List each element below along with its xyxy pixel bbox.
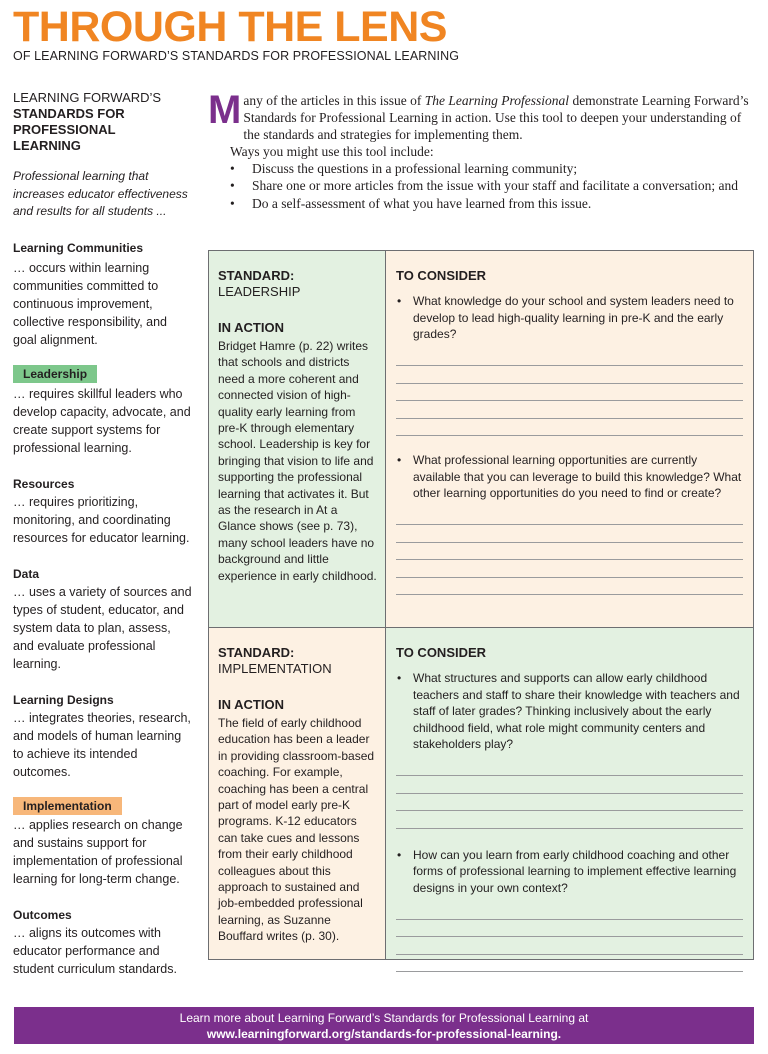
standard-description: … aligns its outcomes with educator performance and student curriculum standards. [13, 925, 177, 976]
standard-title: Outcomes [13, 907, 72, 922]
drop-cap: M [208, 88, 242, 132]
standard-description: … applies research on change and sustains support for implementation of professional learning for long-term change. [13, 817, 183, 886]
in-action-label: IN ACTION [218, 320, 284, 335]
standard-description: … integrates theories, research, and models of human learning to achieve its intended outcomes. [13, 710, 191, 779]
list-item: • Do a self-assessment of what you have learned from this issue. [230, 195, 753, 212]
standard-outcomes [13, 906, 193, 978]
answer-lines[interactable] [396, 759, 743, 829]
sidebar-heading-line1: LEARNING FORWARD’S [13, 90, 162, 105]
standard-leadership [13, 365, 193, 457]
answer-line[interactable] [396, 560, 743, 578]
list-item: • Discuss the questions in a professional learning community; [230, 160, 753, 177]
standard-description: … uses a variety of sources and types of student, educator, and system data to plan, assess, and evaluate professional learning. [13, 584, 192, 671]
standard-resources [13, 475, 193, 547]
standard-learning-communities [13, 239, 193, 349]
intro-section [208, 88, 753, 212]
standard-name: IMPLEMENTATION [218, 661, 332, 676]
intro-text-before: any of the articles in this issue of [243, 93, 425, 108]
usage-list [230, 160, 753, 212]
answer-line[interactable] [396, 384, 743, 402]
intro-text-after: demonstrate Learning Forward’s Standards for Professional Learning in action. Use this tool to deepen your understanding of the standards and strategies for implementing them. [243, 93, 749, 142]
in-action-label: IN ACTION [218, 697, 284, 712]
standard-title: Learning Communities [13, 240, 144, 255]
standard-name: LEADERSHIP [218, 284, 301, 299]
in-action-text: Bridget Hamre (p. 22) writes that schools and districts need a more coherent and connected vision of high-quality early learning from pre-K through elementary school. Leadership is key for bringing that vision to life and supporting the professional learning that activates it. But as the research in At a Glance shows (see p. 73), many school leaders have no background and little experience in early childhood. [218, 339, 377, 583]
footer-banner [14, 1007, 754, 1044]
in-action-text: The field of early childhood education has been a leader in providing classroom-based coaching. For example, coaching has been a central part of model early pre-K programs. K-12 educators can take cues and lessons from their early childhood colleagues about this approach to sustained and job-embedded professional learning, as Suzanne Bouffard writes (p. 30). [218, 716, 375, 944]
answer-line[interactable] [396, 811, 743, 829]
list-item: • Share one or more articles from the issue with your staff and facilitate a conversation; and [230, 177, 753, 194]
footer-link[interactable]: www.learningforward.org/standards-for-professional-learning. [206, 1027, 562, 1041]
answer-line[interactable] [396, 349, 743, 367]
standard-title: Data [13, 566, 40, 581]
standard-description: … occurs within learning communities committed to continuous improvement, collective responsibility, and goal alignment. [13, 260, 168, 347]
question: • What structures and supports can allow early childhood teachers and staff to share their knowledge with teachers and staff of later grades? Thinking inclusively about the early childhood field, what role might community centers and stakeholders play? [396, 670, 743, 753]
leadership-standard-cell [209, 251, 386, 628]
page-title: THROUGH THE LENS [13, 3, 447, 51]
answer-line[interactable] [396, 508, 743, 526]
answer-line[interactable] [396, 776, 743, 794]
standard-label: STANDARD: [218, 645, 295, 660]
standard-title-highlight: Implementation [13, 797, 122, 815]
answer-line[interactable] [396, 366, 743, 384]
answer-line[interactable] [396, 419, 743, 437]
question: • How can you learn from early childhood coaching and other forms of professional learning to implement effective learning designs in your own context? [396, 847, 743, 897]
standard-title-highlight: Leadership [13, 365, 97, 383]
standard-learning-designs [13, 691, 193, 781]
intro-paragraph [208, 88, 753, 143]
standard-title: Resources [13, 476, 75, 491]
answer-lines[interactable] [396, 508, 743, 596]
standard-description: … requires skillful leaders who develop capacity, advocate, and create support systems for professional learning. [13, 386, 191, 455]
question: • What knowledge do your school and system leaders need to develop to lead high-quality learning in pre-K and the early grades? [396, 293, 743, 343]
ways-intro: Ways you might use this tool include: [230, 144, 434, 159]
implementation-consider-cell [386, 628, 753, 959]
footer-text: Learn more about Learning Forward’s Standards for Professional Learning at [179, 1011, 589, 1025]
question: • What professional learning opportunities are currently available that you can leverage to build this knowledge? What other learning opportunities do you need to find or create? [396, 452, 743, 502]
answer-line[interactable] [396, 920, 743, 938]
standard-label: STANDARD: [218, 268, 295, 283]
answer-line[interactable] [396, 759, 743, 777]
page-subtitle: OF LEARNING FORWARD’S STANDARDS FOR PROFESSIONAL LEARNING [13, 49, 460, 63]
answer-line[interactable] [396, 525, 743, 543]
standard-description: … requires prioritizing, monitoring, and coordinating resources for educator learning. [13, 494, 190, 545]
to-consider-label: TO CONSIDER [396, 645, 487, 660]
sidebar-tagline: Professional learning that increases educator effectiveness and results for all students ... [13, 169, 188, 218]
implementation-standard-cell [209, 628, 386, 959]
answer-lines[interactable] [396, 902, 743, 972]
standard-implementation [13, 797, 193, 888]
standards-sidebar [13, 90, 193, 978]
answer-line[interactable] [396, 578, 743, 596]
standard-data [13, 565, 193, 673]
sidebar-heading-line2: STANDARDS FOR PROFESSIONAL LEARNING [13, 106, 125, 153]
answer-line[interactable] [396, 401, 743, 419]
standard-title: Learning Designs [13, 692, 114, 707]
answer-line[interactable] [396, 955, 743, 973]
answer-line[interactable] [396, 794, 743, 812]
answer-line[interactable] [396, 902, 743, 920]
standards-grid [208, 250, 754, 960]
leadership-consider-cell [386, 251, 753, 628]
publication-name: The Learning Professional [424, 93, 570, 108]
answer-line[interactable] [396, 543, 743, 561]
answer-line[interactable] [396, 937, 743, 955]
to-consider-label: TO CONSIDER [396, 268, 487, 283]
answer-lines[interactable] [396, 349, 743, 437]
